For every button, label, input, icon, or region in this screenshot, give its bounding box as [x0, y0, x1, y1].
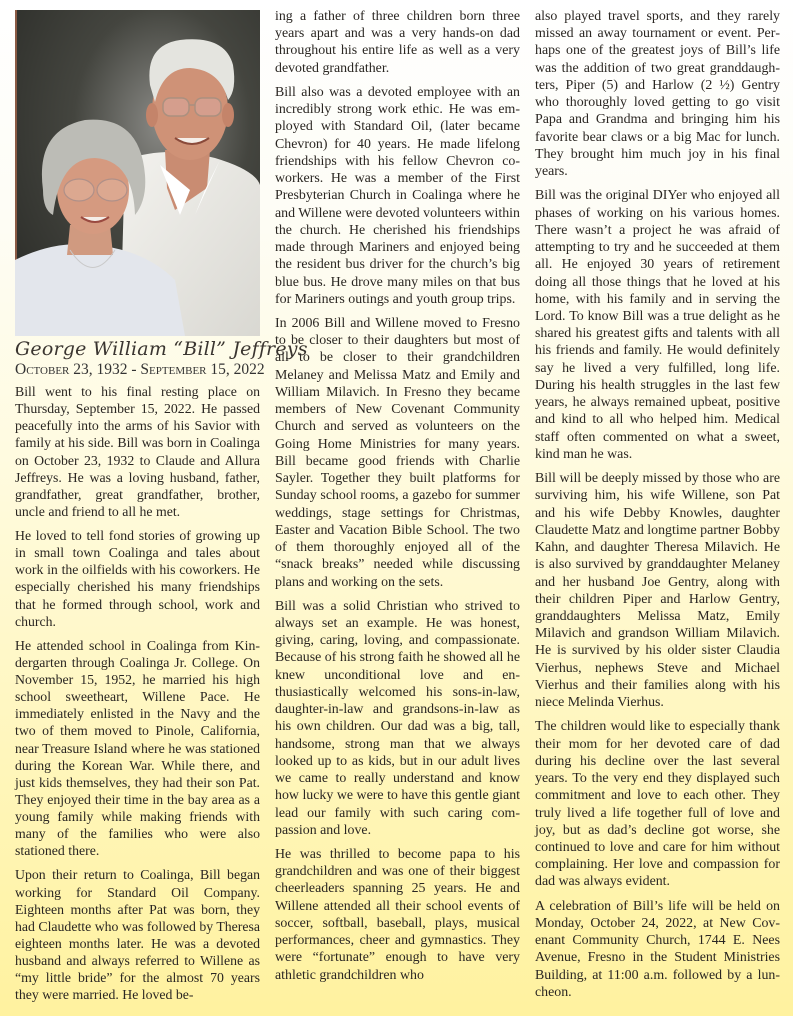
- column-1: [15, 0, 308, 1010]
- paragraph: Bill was a solid Christian who strived to always set an example. He was honest, giving, caring, loving, and compassionate. Because of his strong faith he showed all he knew unconditional love and enthusiastically welcomed his sons-in-law, daughter-in-law and grandsons-in-law as his own children. Our dad was a big, tall, handsome, strong man that we always looked up to as kids, but in our adult lives we came to really understand and know how lucky we were to have this gentle giant lead our family with such caring compassion and love.: [275, 598, 520, 838]
- couple-portrait-photo: [15, 10, 260, 336]
- paragraph: A celebration of Bill’s life will be held on Monday, October 24, 2022, at New Covenant Community Church, 1744 E. Nees Avenue, Fresno in the Student Ministries Building, at 11:00 a.m. followed by a luncheon.: [535, 898, 780, 1000]
- paragraph: Bill was the original DIYer who enjoyed all phases of working on his various homes. There wasn’t a project he was afraid of attempting to try and he succeeded at them all. He enjoyed 30 years of retirement doing all those things that he loved at his home, with his family and in serving the Lord. To know Bill was a true delight as he shared his greatest gifts and talents with all his friends and family. He would definitely say he lived a very fulfilled, long life. During his health struggles in the last few years, he always remained upbeat, positive and kind to all who helped him. Medical staff often commented on what a sweet, kind man he was.: [535, 188, 780, 462]
- paragraph: Bill also was a devoted employee with an incredibly strong work ethic. He was employed with Standard Oil, (later became Chevron) for 40 years. He made lifelong friendships with his fellow Chevron coworkers. He was a member of the First Presbyterian Church in Coalinga where he and Willene were devoted volunteers within the church. He cherished his friendships made through Mariners and enjoyed being the resident bus driver for the church’s big blue bus. He drove many miles on that bus for Mariners outings and youth group trips.: [275, 84, 520, 307]
- decedent-name: George William “Bill” Jeffreys: [15, 338, 308, 360]
- paragraph: Bill will be deeply missed by those who are surviving him, his wife Willene, son Pat and his wife Debby Knowles, daughter Claudette Matz and longtime partner Bobby Kahn, and daughter Theresa Milavich. He is also survived by granddaughter Melaney and her husband Joe Gentry, along with their children Piper and Harlow Gentry, granddaughters Melissa Matz, Emily Milavich and grandson William Milavich. He is survived by his older sister Claudia Vierhus, nephews Steve and Michael Vierhus and their families along with his niece Melinda Vierhus.: [535, 471, 780, 711]
- paragraph: Bill went to his final resting place on Thursday, September 15, 2022. He passed peacefully into the arms of his Savior with family at his side. Bill was born in Coalinga on October 23, 1932 to Claude and Allura Jeffreys. He was a loving husband, father, grandfather, great grandfather, brother, uncle and friend to all he met.: [15, 384, 260, 519]
- paragraph: In 2006 Bill and Willene moved to Fresno to be closer to their daughters but most of all to be closer to their grandchildren Melaney and Melissa Matz and Emily and William Milavich. In Fresno they became members of New Covenant Community Church and served as volunteers on the Going Home Ministries for many years. Bill became good friends with Charlie Sayler. Together they built platforms for Sunday school rooms, a gazebo for summer weddings, stage settings for Christmas, Easter and Vacation Bible School. The two of them thoroughly enjoyed all of the “snack breaks” needed while discussing plans and working on the sets.: [275, 315, 520, 590]
- paragraph: The children would like to especially thank their mom for her devoted care of dad during his decline over the last several years. To the very end they displayed such commitment and love to each other. They truly lived a life together full of love and joy, but as dad’s decline got worse, she continued to love and care for him without complaining. Her love and compassion for dad was always evident.: [535, 719, 780, 890]
- paragraph: Upon their return to Coalinga, Bill began working for Standard Oil Company. Eighteen months after Pat was born, they had Claudette who was followed by Theresa eighteen months later. He was a devoted husband and always referred to Willene as “my little bride” for the almost 70 years they were married. He loved be-: [15, 867, 260, 1003]
- portrait-illustration: [15, 10, 260, 336]
- paragraph: He loved to tell fond stories of growing up in small town Coalinga and tales about work in the oilfields with his coworkers. He especially cherished his many friendships that he formed through school, work and church.: [15, 528, 260, 629]
- column-3: [535, 8, 780, 1008]
- paragraph: also played travel sports, and they rarely missed an away tournament or event. Perhaps one of the greatest joys of Bill’s life was the addition of two great granddaughters, Piper (5) and Harlow (2 ½) Gentry who thoroughly loved getting to go visit Papa and Grandma and bringing him his favorite bear claws or a big Mac for lunch. They brought him much joy in his final years.: [535, 9, 780, 180]
- paragraph: ing a father of three children born three years apart and was a very hands-on dad throughout his entire life as well as a very devoted grandfather.: [275, 9, 520, 76]
- life-dates: October 23, 1932 - September 15, 2022: [15, 361, 265, 378]
- column-2: [275, 8, 520, 991]
- paragraph: He was thrilled to become papa to his grandchildren and was one of their biggest cheerleaders spanning 25 years. He and Willene attended all their school events of soccer, softball, baseball, plays, musical performances, cheer and gymnastics. They were “fortunate” enough to have very athletic grandchildren who: [275, 847, 520, 983]
- paragraph: He attended school in Coalinga from Kindergarten through Coalinga Jr. College. On November 15, 1952, he married his high school sweetheart, Willene Pace. He immediately enlisted in the Navy and the two of them moved to Pinole, California, near Treasure Island where he was stationed during the Korean War. While there, and just kids themselves, they had their son Pat. They enjoyed their time in the bay area as a young family while making friends with many of the families who were also stationed there.: [15, 637, 260, 859]
